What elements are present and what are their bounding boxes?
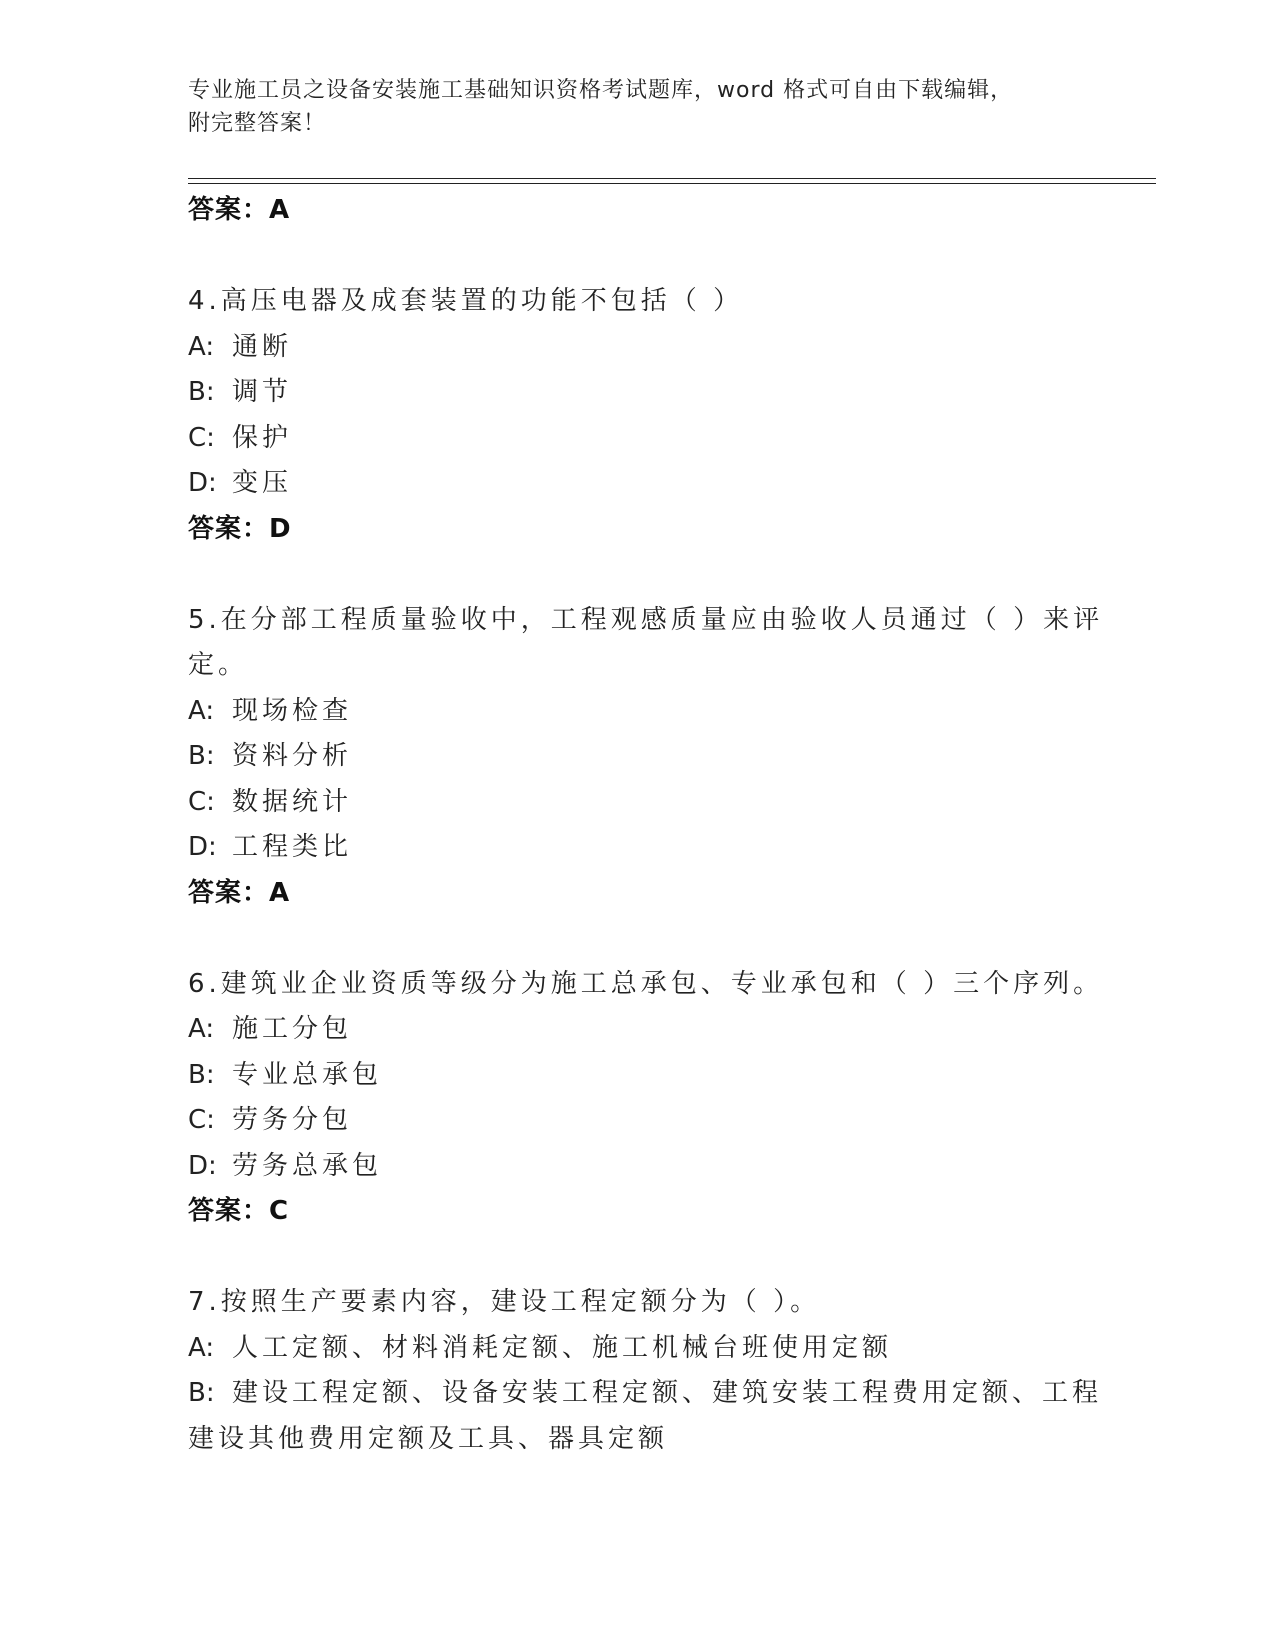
question-stem-continued: 定。 [188, 650, 249, 680]
option-text: 数据统计 [232, 786, 353, 817]
option-text: 人工定额、材料消耗定额、施工机械台班使用定额 [232, 1332, 893, 1363]
question-list [188, 188, 1104, 1462]
header-line-2: 附完整答案！ [188, 111, 327, 136]
option-b-continued: 建设其他费用定额及工具、器具定额 [188, 1423, 669, 1454]
option-label: D: [188, 468, 217, 498]
option-text: 调节 [232, 377, 293, 407]
option-a [188, 1007, 1088, 1053]
option-label: A: [188, 1332, 215, 1363]
answer: 答案：D [188, 513, 292, 544]
option-text: 保护 [232, 422, 293, 453]
option-label: C: [188, 422, 215, 453]
option-label: B: [188, 1059, 215, 1090]
option-c [188, 1098, 1088, 1144]
option-b [188, 1053, 1088, 1099]
option-c [188, 416, 1088, 462]
option-label: B: [188, 741, 215, 771]
option-b [188, 370, 1088, 416]
option-d [188, 825, 1088, 871]
question-7 [188, 1280, 1103, 1462]
option-text: 现场检查 [232, 695, 353, 726]
option-label: A: [188, 331, 215, 362]
spacer [188, 916, 1088, 962]
question-5 [188, 598, 1104, 917]
header-line-1: 专业施工员之设备安装施工基础知识资格考试题库，word 格式可自由下载编辑， [188, 78, 1014, 103]
spacer [188, 552, 1088, 598]
question-stem: 5.在分部工程质量验收中，工程观感质量应由验收人员通过（ ）来评 [188, 604, 1104, 635]
option-c [188, 780, 1088, 826]
option-label: B: [188, 1378, 215, 1408]
spacer [188, 234, 1088, 280]
option-d [188, 1144, 1088, 1190]
question-stem: 4.高压电器及成套装置的功能不包括（ ） [188, 286, 744, 316]
option-text: 劳务分包 [232, 1105, 353, 1135]
page-header [188, 74, 1088, 140]
option-text: 工程类比 [232, 832, 353, 862]
question-4 [188, 279, 1088, 552]
question-6 [188, 962, 1104, 1235]
option-a [188, 325, 1088, 371]
option-label: D: [188, 832, 217, 862]
answer-previous: 答案：A [188, 195, 291, 225]
header-rule-bottom [188, 183, 1156, 184]
option-text: 资料分析 [232, 741, 353, 771]
option-label: B: [188, 377, 215, 407]
option-label: A: [188, 1014, 215, 1044]
option-text: 专业总承包 [232, 1059, 383, 1090]
option-label: A: [188, 695, 215, 726]
option-a [188, 689, 1088, 735]
option-text: 建设工程定额、设备安装工程定额、建筑安装工程费用定额、工程 [232, 1378, 1103, 1408]
option-text: 劳务总承包 [232, 1150, 383, 1181]
question-stem: 6.建筑业企业资质等级分为施工总承包、专业承包和（ ）三个序列。 [188, 968, 1104, 999]
answer: 答案：A [188, 877, 291, 908]
answer: 答案：C [188, 1196, 290, 1226]
option-b [188, 1371, 1103, 1417]
option-text: 变压 [232, 468, 293, 498]
spacer [188, 1235, 1088, 1281]
option-label: D: [188, 1150, 217, 1181]
header-rule-top [188, 178, 1156, 179]
option-label: C: [188, 1105, 215, 1135]
option-text: 通断 [232, 331, 293, 362]
option-d [188, 461, 1088, 507]
option-text: 施工分包 [232, 1014, 353, 1044]
option-b [188, 734, 1088, 780]
option-label: C: [188, 786, 215, 817]
question-stem: 7.按照生产要素内容，建设工程定额分为（ ）。 [188, 1287, 821, 1317]
option-a [188, 1326, 1088, 1372]
